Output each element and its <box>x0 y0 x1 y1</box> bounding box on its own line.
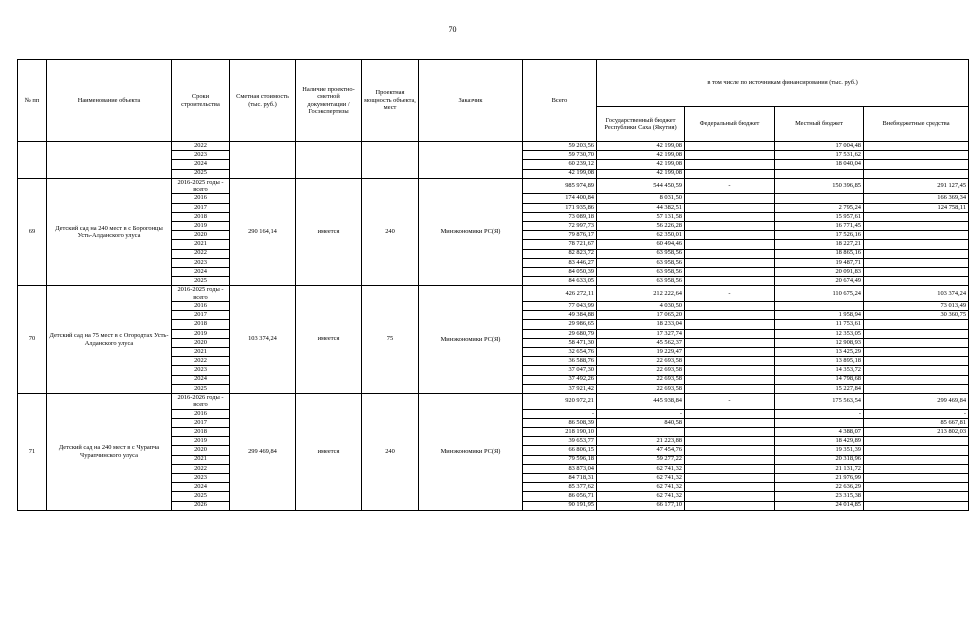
year-cell: 2020 <box>172 338 230 347</box>
republic-budget-cell: 56 226,28 <box>597 222 685 231</box>
year-cell: 2016 <box>172 194 230 203</box>
name-cell <box>47 142 172 179</box>
federal-budget-cell <box>685 409 775 418</box>
year-cell: 2018 <box>172 212 230 221</box>
extra-budget-cell <box>864 267 969 276</box>
federal-budget-cell <box>685 258 775 267</box>
total-cell: 86 508,39 <box>523 418 597 427</box>
republic-budget-cell: 42 199,08 <box>597 151 685 160</box>
year-cell: 2023 <box>172 258 230 267</box>
local-budget-cell: 20 674,49 <box>775 277 864 286</box>
year-cell: 2023 <box>172 366 230 375</box>
republic-budget-cell: 840,58 <box>597 418 685 427</box>
estimate-cost: 103 374,24 <box>230 286 296 394</box>
republic-budget-cell: 62 350,01 <box>597 231 685 240</box>
republic-budget-cell: 445 938,84 <box>597 393 685 409</box>
republic-budget-cell: 544 450,59 <box>597 178 685 194</box>
federal-budget-cell <box>685 338 775 347</box>
republic-budget-cell: 42 199,08 <box>597 142 685 151</box>
extra-budget-cell <box>864 160 969 169</box>
extra-budget-cell: 213 802,03 <box>864 428 969 437</box>
local-budget-cell <box>775 302 864 311</box>
federal-budget-cell <box>685 302 775 311</box>
local-budget-cell: 18 429,89 <box>775 437 864 446</box>
year-cell: 2025 <box>172 169 230 178</box>
federal-budget-cell: - <box>685 178 775 194</box>
table-row <box>18 393 969 409</box>
extra-budget-cell <box>864 329 969 338</box>
local-budget-cell: 24 014,85 <box>775 501 864 510</box>
total-cell: 42 199,08 <box>523 169 597 178</box>
federal-budget-cell <box>685 492 775 501</box>
total-cell: 426 272,11 <box>523 286 597 302</box>
local-budget-cell: 14 353,72 <box>775 366 864 375</box>
federal-budget-cell <box>685 464 775 473</box>
extra-budget-cell <box>864 483 969 492</box>
republic-budget-cell: 19 229,47 <box>597 348 685 357</box>
year-cell: 2017 <box>172 203 230 212</box>
federal-budget-cell <box>685 375 775 384</box>
total-cell: 78 721,67 <box>523 240 597 249</box>
total-cell: 29 986,65 <box>523 320 597 329</box>
local-budget-cell: 23 315,38 <box>775 492 864 501</box>
total-cell: 39 653,77 <box>523 437 597 446</box>
total-cell: 72 997,73 <box>523 222 597 231</box>
extra-budget-cell: 291 127,45 <box>864 178 969 194</box>
local-budget-cell: 17 531,62 <box>775 151 864 160</box>
total-cell: 59 730,70 <box>523 151 597 160</box>
year-cell: 2018 <box>172 320 230 329</box>
header-total: Всего <box>523 60 597 142</box>
year-cell: 2016-2025 годы - всего <box>172 178 230 194</box>
extra-budget-cell: 73 013,49 <box>864 302 969 311</box>
total-cell: 29 680,79 <box>523 329 597 338</box>
total-cell: 83 873,04 <box>523 464 597 473</box>
year-cell: 2021 <box>172 348 230 357</box>
local-budget-cell: 150 396,85 <box>775 178 864 194</box>
total-cell: 66 806,15 <box>523 446 597 455</box>
extra-budget-cell <box>864 240 969 249</box>
local-budget-cell: 12 908,93 <box>775 338 864 347</box>
extra-budget-cell <box>864 212 969 221</box>
republic-budget-cell: 22 693,58 <box>597 384 685 393</box>
year-cell: 2023 <box>172 151 230 160</box>
header-customer: Заказчик <box>419 60 523 142</box>
federal-budget-cell <box>685 329 775 338</box>
federal-budget-cell <box>685 212 775 221</box>
republic-budget-cell: 42 199,08 <box>597 169 685 178</box>
federal-budget-cell <box>685 142 775 151</box>
header-docs: Наличие проектно-сметной документации /Госэкспертизы <box>296 60 362 142</box>
extra-budget-cell <box>864 142 969 151</box>
customer-cell <box>419 142 523 179</box>
customer: Минэкономики РС(Я) <box>419 286 523 394</box>
republic-budget-cell: 44 382,51 <box>597 203 685 212</box>
project-number: 71 <box>18 393 47 510</box>
local-budget-cell: - <box>775 409 864 418</box>
year-cell: 2019 <box>172 222 230 231</box>
extra-budget-cell <box>864 366 969 375</box>
extra-budget-cell <box>864 222 969 231</box>
federal-budget-cell <box>685 240 775 249</box>
local-budget-cell: 12 353,05 <box>775 329 864 338</box>
year-cell: 2021 <box>172 240 230 249</box>
estimate-cell <box>230 142 296 179</box>
total-cell: 36 588,76 <box>523 357 597 366</box>
header-num: № пп <box>18 60 47 142</box>
estimate-cost: 299 469,84 <box>230 393 296 510</box>
project-name: Детский сад на 75 мест в с Огородтах Усть-Алданского улуса <box>47 286 172 394</box>
local-budget-cell: 14 798,68 <box>775 375 864 384</box>
federal-budget-cell <box>685 446 775 455</box>
republic-budget-cell: 22 693,58 <box>597 375 685 384</box>
total-cell: 84 718,31 <box>523 473 597 482</box>
republic-budget-cell: 17 327,74 <box>597 329 685 338</box>
federal-budget-cell <box>685 311 775 320</box>
documentation-status: имеется <box>296 393 362 510</box>
total-cell: 79 876,17 <box>523 231 597 240</box>
local-budget-cell: 21 131,72 <box>775 464 864 473</box>
republic-budget-cell: 63 958,56 <box>597 277 685 286</box>
republic-budget-cell: 63 958,56 <box>597 249 685 258</box>
header-federal: Федеральный бюджет <box>685 107 775 142</box>
header-estimate: Сметная стоимость (тыс. руб.) <box>230 60 296 142</box>
page-number: 70 <box>448 25 457 34</box>
project-capacity: 75 <box>362 286 419 394</box>
year-cell: 2026 <box>172 501 230 510</box>
republic-budget-cell: 212 222,64 <box>597 286 685 302</box>
total-cell: 37 047,30 <box>523 366 597 375</box>
year-cell: 2017 <box>172 311 230 320</box>
extra-budget-cell <box>864 446 969 455</box>
extra-budget-cell <box>864 375 969 384</box>
republic-budget-cell: 62 741,32 <box>597 464 685 473</box>
extra-budget-cell <box>864 277 969 286</box>
local-budget-cell: 13 895,18 <box>775 357 864 366</box>
local-budget-cell: 20 318,96 <box>775 455 864 464</box>
total-cell: 84 050,39 <box>523 267 597 276</box>
federal-budget-cell <box>685 437 775 446</box>
extra-budget-cell <box>864 249 969 258</box>
republic-budget-cell: 62 741,32 <box>597 473 685 482</box>
local-budget-cell: 17 004,48 <box>775 142 864 151</box>
header-republic: Государственный бюджет Республики Саха (Якутия) <box>597 107 685 142</box>
federal-budget-cell <box>685 203 775 212</box>
federal-budget-cell <box>685 194 775 203</box>
table-row <box>18 286 969 302</box>
year-cell: 2024 <box>172 375 230 384</box>
total-cell: 59 203,56 <box>523 142 597 151</box>
customer: Минэкономики РС(Я) <box>419 393 523 510</box>
federal-budget-cell <box>685 160 775 169</box>
total-cell: 174 400,84 <box>523 194 597 203</box>
extra-budget-cell <box>864 338 969 347</box>
local-budget-cell: 18 227,21 <box>775 240 864 249</box>
local-budget-cell: 17 526,16 <box>775 231 864 240</box>
republic-budget-cell: 60 494,46 <box>597 240 685 249</box>
federal-budget-cell <box>685 231 775 240</box>
total-cell: 73 089,18 <box>523 212 597 221</box>
local-budget-cell: 19 487,71 <box>775 258 864 267</box>
total-cell: 83 446,27 <box>523 258 597 267</box>
year-cell: 2022 <box>172 357 230 366</box>
extra-budget-cell: 299 469,84 <box>864 393 969 409</box>
federal-budget-cell <box>685 222 775 231</box>
republic-budget-cell: - <box>597 409 685 418</box>
year-cell: 2019 <box>172 437 230 446</box>
federal-budget-cell <box>685 428 775 437</box>
header-extra: Внебюджетные средства <box>864 107 969 142</box>
total-cell: 86 056,71 <box>523 492 597 501</box>
project-capacity: 240 <box>362 178 419 286</box>
year-cell: 2024 <box>172 483 230 492</box>
year-cell: 2020 <box>172 446 230 455</box>
total-cell: 37 921,42 <box>523 384 597 393</box>
year-cell: 2016 <box>172 302 230 311</box>
republic-budget-cell: 63 958,56 <box>597 258 685 267</box>
total-cell: 218 190,10 <box>523 428 597 437</box>
header-period: Сроки строительства <box>172 60 230 142</box>
local-budget-cell: 1 958,94 <box>775 311 864 320</box>
republic-budget-cell: 66 177,10 <box>597 501 685 510</box>
republic-budget-cell: 21 223,88 <box>597 437 685 446</box>
total-cell: 90 191,95 <box>523 501 597 510</box>
extra-budget-cell: 103 374,24 <box>864 286 969 302</box>
local-budget-cell: 175 563,54 <box>775 393 864 409</box>
federal-budget-cell: - <box>685 286 775 302</box>
federal-budget-cell: - <box>685 393 775 409</box>
republic-budget-cell: 62 741,32 <box>597 492 685 501</box>
local-budget-cell: 18 040,04 <box>775 160 864 169</box>
year-cell: 2022 <box>172 464 230 473</box>
republic-budget-cell: 63 958,56 <box>597 267 685 276</box>
header-capacity: Проектная мощность объекта, мест <box>362 60 419 142</box>
total-cell: 79 596,18 <box>523 455 597 464</box>
republic-budget-cell: 42 199,08 <box>597 160 685 169</box>
federal-budget-cell <box>685 348 775 357</box>
year-cell: 2024 <box>172 160 230 169</box>
year-cell: 2016-2025 годы - всего <box>172 286 230 302</box>
federal-budget-cell <box>685 320 775 329</box>
federal-budget-cell <box>685 455 775 464</box>
year-cell: 2021 <box>172 455 230 464</box>
extra-budget-cell <box>864 464 969 473</box>
republic-budget-cell: 45 562,37 <box>597 338 685 347</box>
local-budget-cell: 20 091,83 <box>775 267 864 276</box>
year-cell: 2017 <box>172 418 230 427</box>
federal-budget-cell <box>685 267 775 276</box>
docs-cell <box>296 142 362 179</box>
extra-budget-cell <box>864 501 969 510</box>
year-cell: 2025 <box>172 384 230 393</box>
total-cell: 171 935,86 <box>523 203 597 212</box>
documentation-status: имеется <box>296 286 362 394</box>
local-budget-cell: 16 771,45 <box>775 222 864 231</box>
total-cell: 82 823,72 <box>523 249 597 258</box>
extra-budget-cell <box>864 231 969 240</box>
republic-budget-cell: 59 277,22 <box>597 455 685 464</box>
extra-budget-cell: 166 369,34 <box>864 194 969 203</box>
federal-budget-cell <box>685 473 775 482</box>
local-budget-cell: 13 425,29 <box>775 348 864 357</box>
local-budget-cell: 15 957,61 <box>775 212 864 221</box>
total-cell: 84 633,05 <box>523 277 597 286</box>
total-cell: 32 654,76 <box>523 348 597 357</box>
extra-budget-cell <box>864 258 969 267</box>
local-budget-cell: 110 675,24 <box>775 286 864 302</box>
extra-budget-cell <box>864 473 969 482</box>
year-cell: 2024 <box>172 267 230 276</box>
year-cell: 2023 <box>172 473 230 482</box>
federal-budget-cell <box>685 169 775 178</box>
year-cell: 2018 <box>172 428 230 437</box>
total-cell: 985 974,89 <box>523 178 597 194</box>
federal-budget-cell <box>685 483 775 492</box>
extra-budget-cell: - <box>864 409 969 418</box>
republic-budget-cell: 47 454,76 <box>597 446 685 455</box>
project-capacity: 240 <box>362 393 419 510</box>
total-cell: 58 471,30 <box>523 338 597 347</box>
year-cell: 2022 <box>172 249 230 258</box>
local-budget-cell <box>775 169 864 178</box>
total-cell: 37 492,26 <box>523 375 597 384</box>
table-row <box>18 142 969 151</box>
total-cell: 920 972,21 <box>523 393 597 409</box>
header-sources: в том числе по источникам финансирования (тыс. руб.) <box>597 60 969 107</box>
extra-budget-cell <box>864 437 969 446</box>
year-cell: 2025 <box>172 277 230 286</box>
extra-budget-cell: 124 758,11 <box>864 203 969 212</box>
extra-budget-cell <box>864 492 969 501</box>
extra-budget-cell <box>864 348 969 357</box>
republic-budget-cell: 22 693,58 <box>597 366 685 375</box>
year-cell: 2016-2026 годы - всего <box>172 393 230 409</box>
project-name: Детский сад на 240 мест в с Борогонцы Усть-Алданского улуса <box>47 178 172 286</box>
project-number: 70 <box>18 286 47 394</box>
extra-budget-cell <box>864 357 969 366</box>
federal-budget-cell <box>685 418 775 427</box>
local-budget-cell: 4 388,07 <box>775 428 864 437</box>
extra-budget-cell: 85 667,81 <box>864 418 969 427</box>
federal-budget-cell <box>685 384 775 393</box>
extra-budget-cell <box>864 384 969 393</box>
republic-budget-cell: 22 693,58 <box>597 357 685 366</box>
republic-budget-cell: 18 233,04 <box>597 320 685 329</box>
year-cell: 2019 <box>172 329 230 338</box>
year-cell: 2016 <box>172 409 230 418</box>
project-name: Детский сад на 240 мест в с Чурапча Чурапчинского улуса <box>47 393 172 510</box>
year-cell: 2025 <box>172 492 230 501</box>
extra-budget-cell <box>864 169 969 178</box>
financing-table <box>17 59 969 511</box>
local-budget-cell: 11 753,61 <box>775 320 864 329</box>
estimate-cost: 290 164,14 <box>230 178 296 286</box>
table-row <box>18 178 969 194</box>
republic-budget-cell: 8 031,50 <box>597 194 685 203</box>
local-budget-cell: 2 795,24 <box>775 203 864 212</box>
republic-budget-cell: 4 030,50 <box>597 302 685 311</box>
republic-budget-cell: 62 741,32 <box>597 483 685 492</box>
republic-budget-cell <box>597 428 685 437</box>
extra-budget-cell <box>864 151 969 160</box>
capacity-cell <box>362 142 419 179</box>
num-cell <box>18 142 47 179</box>
extra-budget-cell <box>864 455 969 464</box>
local-budget-cell <box>775 194 864 203</box>
local-budget-cell <box>775 418 864 427</box>
total-cell: 49 384,88 <box>523 311 597 320</box>
federal-budget-cell <box>685 501 775 510</box>
total-cell: 60 239,12 <box>523 160 597 169</box>
documentation-status: имеется <box>296 178 362 286</box>
federal-budget-cell <box>685 277 775 286</box>
year-cell: 2020 <box>172 231 230 240</box>
total-cell: 85 377,62 <box>523 483 597 492</box>
total-cell: - <box>523 409 597 418</box>
local-budget-cell: 18 865,16 <box>775 249 864 258</box>
customer: Минэкономики РС(Я) <box>419 178 523 286</box>
year-cell: 2022 <box>172 142 230 151</box>
project-number: 69 <box>18 178 47 286</box>
table-body <box>18 142 969 511</box>
local-budget-cell: 15 227,84 <box>775 384 864 393</box>
header-local: Местный бюджет <box>775 107 864 142</box>
extra-budget-cell <box>864 320 969 329</box>
federal-budget-cell <box>685 357 775 366</box>
federal-budget-cell <box>685 366 775 375</box>
local-budget-cell: 22 636,29 <box>775 483 864 492</box>
header-name: Наименование объекта <box>47 60 172 142</box>
local-budget-cell: 19 351,39 <box>775 446 864 455</box>
federal-budget-cell <box>685 151 775 160</box>
republic-budget-cell: 57 131,58 <box>597 212 685 221</box>
federal-budget-cell <box>685 249 775 258</box>
republic-budget-cell: 17 065,20 <box>597 311 685 320</box>
local-budget-cell: 21 976,99 <box>775 473 864 482</box>
total-cell: 77 043,99 <box>523 302 597 311</box>
extra-budget-cell: 30 360,75 <box>864 311 969 320</box>
